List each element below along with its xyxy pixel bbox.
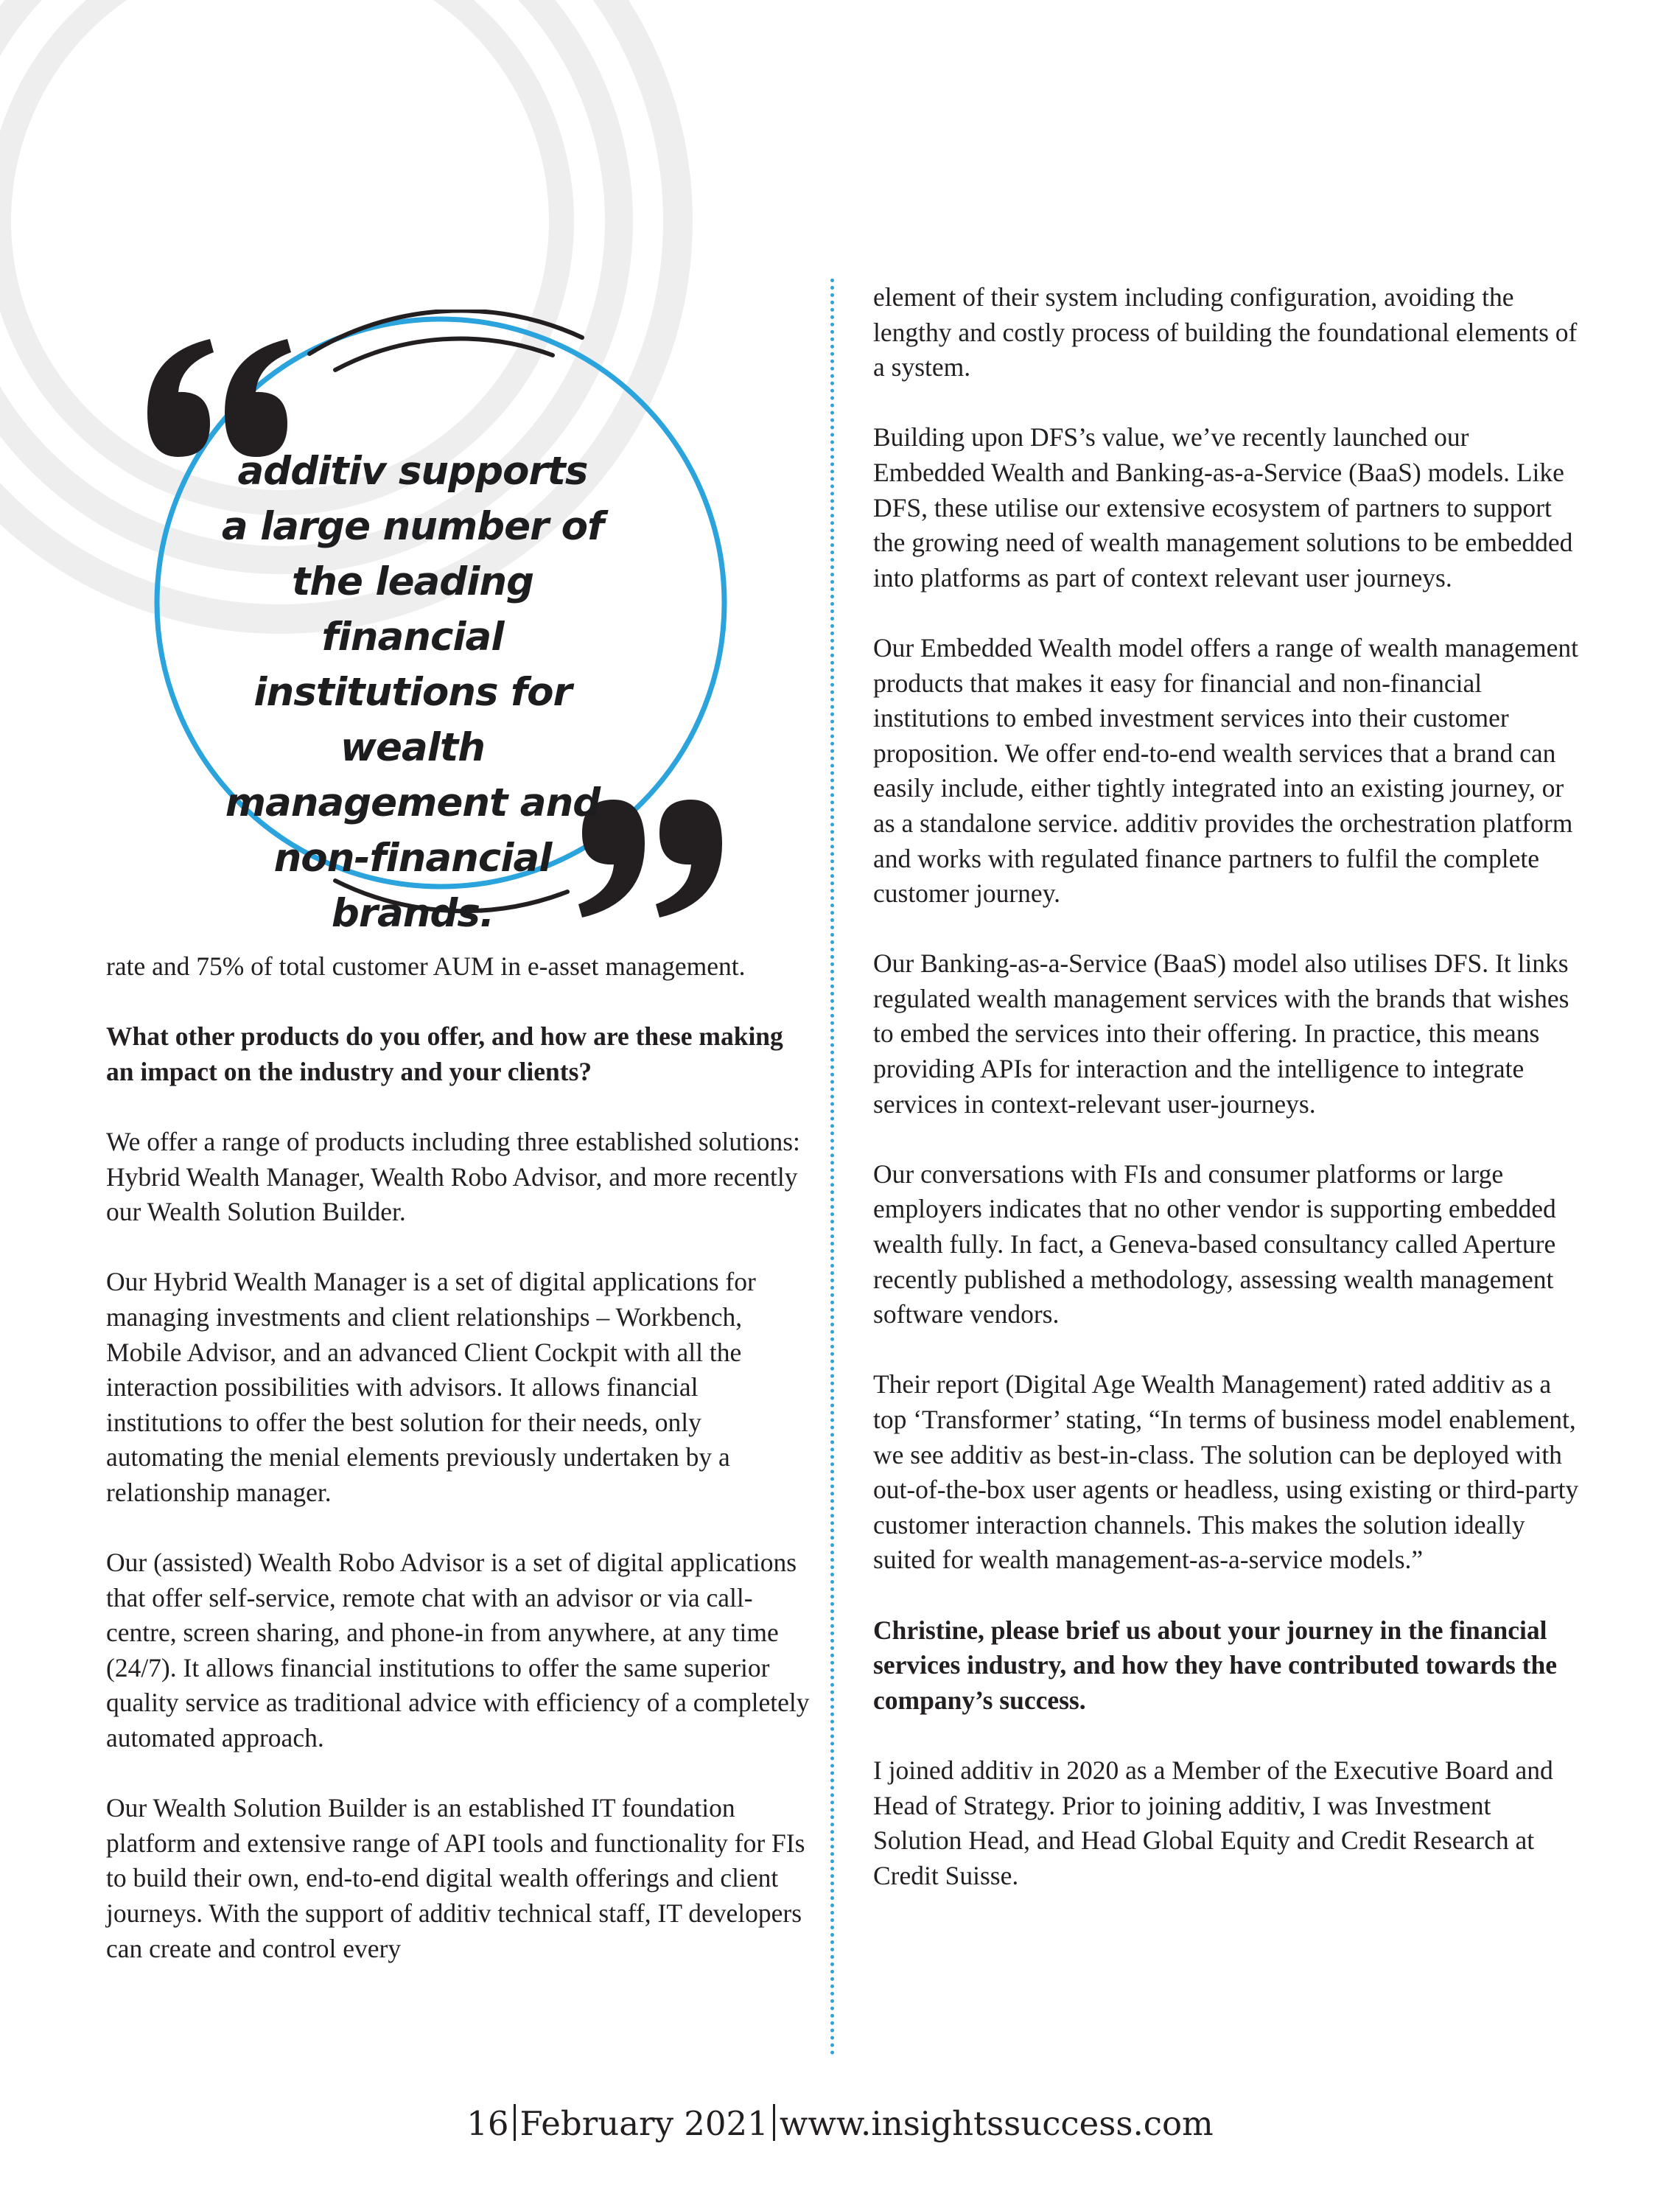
footer-separator	[514, 2104, 516, 2141]
article-paragraph: Their report (Digital Age Wealth Management) rated additiv as a top ‘Transformer’ stating, “In terms of business model enablement, we see additiv as best-in-class. The solution can be deployed with out-of-the-box user agents or headless, using existing or third-party customer interaction channels. This makes the solution ideally suited for wealth management-as-a-service models.”	[873, 1369, 1579, 1575]
footer-separator	[773, 2104, 775, 2141]
article-paragraph: Building upon DFS’s value, we’ve recently launched our Embedded Wealth and Banking-as-a-Service (BaaS) models. Like DFS, these utilise our extensive ecosystem of partners to support the growing need of wealth management solutions to be embedded into platforms as part of context relevant user journeys.	[873, 422, 1573, 593]
interview-question: What other products do you offer, and how are these making an impact on the industry and your clients?	[106, 1021, 783, 1086]
issue-date: February 2021	[519, 2104, 769, 2143]
article-paragraph: We offer a range of products including three established solutions: Hybrid Wealth Manager, Wealth Robo Advisor, and more recently our Wealth Solution Builder.	[106, 1126, 800, 1227]
website-link[interactable]: www.insightssuccess.com	[779, 2104, 1214, 2143]
article-paragraph: Our (assisted) Wealth Robo Advisor is a set of digital applications that offer self-service, remote chat with an advisor or via call-centre, screen sharing, and phone-in from anywhere, at any time (24/7). It allows financial institutions to offer the same superior quality service as traditional advice with efficiency of a completely automated approach.	[106, 1548, 810, 1753]
page-number: 16	[466, 2104, 509, 2143]
article-paragraph: Our Hybrid Wealth Manager is a set of digital applications for managing investments and client relationships – Workbench, Mobile Advisor, and an advanced Client Cockpit with all the interaction possibilities with advisors. It allows financial institutions to offer the best solution for their needs, only automating the menial elements previously undertaken by a relationship manager.	[106, 1267, 756, 1507]
article-paragraph: Our Embedded Wealth model offers a range of wealth management products that makes it easy for financial and non-financial institutions to embed investment services into their customer proposition. We offer end-to-end wealth services that a brand can easily include, either tightly integrated into an existing journey, or as a standalone service. additiv provides the orchestration platform and works with regulated finance partners to fulfil the complete customer journey.	[873, 632, 1578, 909]
interview-question: Christine, please brief us about your journey in the financial services industry, and how they have contributed towards the company’s success.	[873, 1615, 1557, 1715]
pull-quote-text: additiv supports a large number of the leading financial institutions for wealth management and non-financial brands.	[221, 449, 604, 936]
column-divider	[830, 279, 834, 2056]
article-paragraph: I joined additiv in 2020 as a Member of the Executive Board and Head of Strategy. Prior to joining additiv, I was Investment Solution Head, and Head Global Equity and Credit Research at Credit Suisse.	[873, 1755, 1553, 1890]
right-article-column	[873, 280, 1584, 1893]
article-paragraph: element of their system including configuration, avoiding the lengthy and costly process of building the foundational elements of a system.	[873, 282, 1578, 382]
article-paragraph: Our Wealth Solution Builder is an established IT foundation platform and extensive range of API tools and functionality for FIs to build their own, end-to-end digital wealth offerings and client journeys. With the support of additiv technical staff, IT developers can create and control every	[106, 1793, 805, 1963]
article-paragraph: Our Banking-as-a-Service (BaaS) model also utilises DFS. It links regulated wealth management services with the brands that wishes to embed the services into their offering. In practice, this means providing APIs for interaction and the intelligence to integrate services in context-relevant user-journeys.	[873, 948, 1569, 1119]
page-footer	[0, 2104, 1680, 2143]
left-article-column	[106, 949, 813, 1966]
article-paragraph: rate and 75% of total customer AUM in e-asset management.	[106, 951, 746, 981]
article-paragraph: Our conversations with FIs and consumer platforms or large employers indicates that no other vendor is supporting embedded wealth fully. In fact, a Geneva-based consultancy called Aperture recently published a methodology, assessing wealth management software vendors.	[873, 1159, 1556, 1329]
pull-quote	[125, 310, 744, 936]
